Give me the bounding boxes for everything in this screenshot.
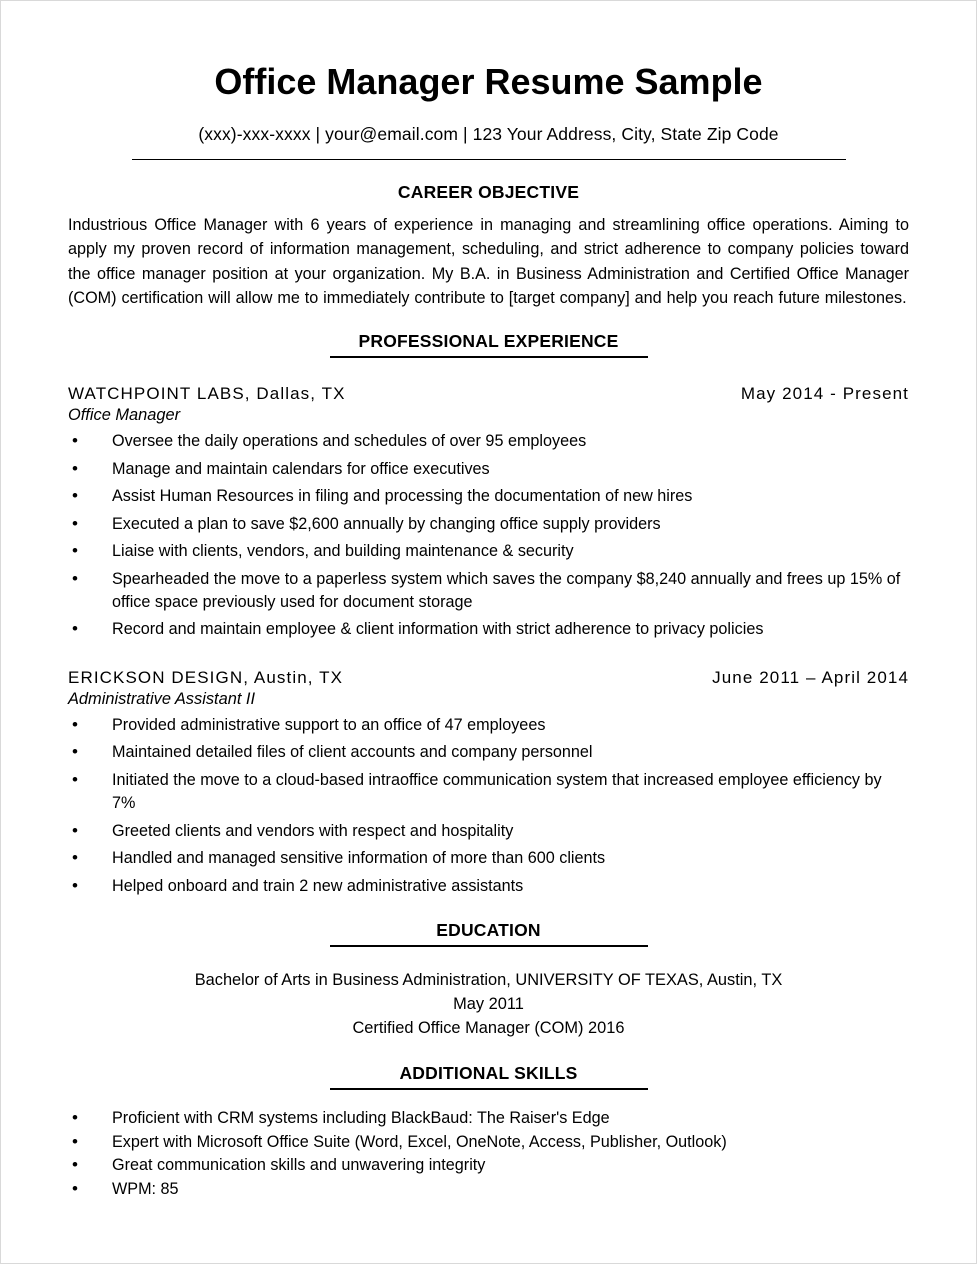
- list-item: • Manage and maintain calendars for office executives: [68, 458, 909, 481]
- job-company: ERICKSON DESIGN, Austin, TX: [68, 667, 344, 687]
- experience-divider: [330, 356, 648, 358]
- experience-entry-1: [68, 384, 909, 642]
- list-item: • Record and maintain employee & client information with strict adherence to privacy policies: [68, 618, 909, 641]
- list-item: • Maintained detailed files of client accounts and company personnel: [68, 741, 909, 764]
- job-company: WATCHPOINT LABS, Dallas, TX: [68, 384, 346, 404]
- list-item: • Assist Human Resources in filing and processing the documentation of new hires: [68, 485, 909, 508]
- list-item: • Oversee the daily operations and schedules of over 95 employees: [68, 430, 909, 453]
- page-title: Office Manager Resume Sample: [214, 61, 763, 102]
- list-item: • Executed a plan to save $2,600 annually by changing office supply providers: [68, 513, 909, 536]
- header-divider: [132, 159, 846, 160]
- education-block: [68, 969, 909, 1040]
- list-item: • Spearheaded the move to a paperless system which saves the company $8,240 annually and frees up 15% of office space previously used for document storage: [68, 568, 909, 615]
- list-item: • Liaise with clients, vendors, and building maintenance & security: [68, 540, 909, 563]
- job-bullet-list: [68, 430, 909, 642]
- education-certification: Certified Office Manager (COM) 2016: [352, 1018, 625, 1037]
- career-objective-text: Industrious Office Manager with 6 years of experience in managing and streamlining office operations. Aiming to apply my proven record of information management, scheduling, and strict adherence to company policies toward the office manager position at your organization. My B.A. in Business Administration and Certified Office Manager (COM) certification will allow me to immediately contribute to [target company] and help you reach future milestones.: [68, 215, 909, 308]
- job-dates: May 2014 - Present: [740, 384, 909, 404]
- list-item: • Initiated the move to a cloud-based intraoffice communication system that increased employee efficiency by 7%: [68, 769, 909, 816]
- education-date: May 2011: [453, 995, 524, 1014]
- job-header-row: [68, 668, 909, 688]
- education-divider: [330, 945, 648, 947]
- job-role: Office Manager: [68, 406, 181, 425]
- list-item: • Provided administrative support to an office of 47 employees: [68, 714, 909, 737]
- job-bullet-list: [68, 714, 909, 898]
- skills-divider: [330, 1088, 648, 1090]
- education-degree: Bachelor of Arts in Business Administration, UNIVERSITY OF TEXAS, Austin, TX: [194, 971, 783, 990]
- list-item: • Expert with Microsoft Office Suite (Word, Excel, OneNote, Access, Publisher, Outlook): [68, 1132, 909, 1154]
- section-heading-experience: PROFESSIONAL EXPERIENCE: [358, 331, 619, 352]
- job-dates: June 2011 – April 2014: [712, 667, 909, 687]
- job-role: Administrative Assistant II: [68, 689, 256, 708]
- section-heading-skills: ADDITIONAL SKILLS: [399, 1062, 578, 1083]
- list-item: • Proficient with CRM systems including BlackBaud: The Raiser's Edge: [68, 1108, 909, 1130]
- list-item: • Handled and managed sensitive information of more than 600 clients: [68, 847, 909, 870]
- contact-line: (xxx)-xxx-xxxx | your@email.com | 123 Your Address, City, State Zip Code: [198, 123, 779, 144]
- section-heading-education: EDUCATION: [436, 920, 541, 941]
- list-item: • Great communication skills and unwavering integrity: [68, 1155, 909, 1177]
- list-item: • Greeted clients and vendors with respect and hospitality: [68, 820, 909, 843]
- list-item: • WPM: 85: [68, 1179, 909, 1201]
- job-header-row: [68, 384, 909, 404]
- list-item: • Helped onboard and train 2 new administrative assistants: [68, 875, 909, 898]
- section-heading-objective: CAREER OBJECTIVE: [397, 181, 580, 202]
- experience-entry-2: [68, 668, 909, 898]
- skills-list: [68, 1108, 909, 1201]
